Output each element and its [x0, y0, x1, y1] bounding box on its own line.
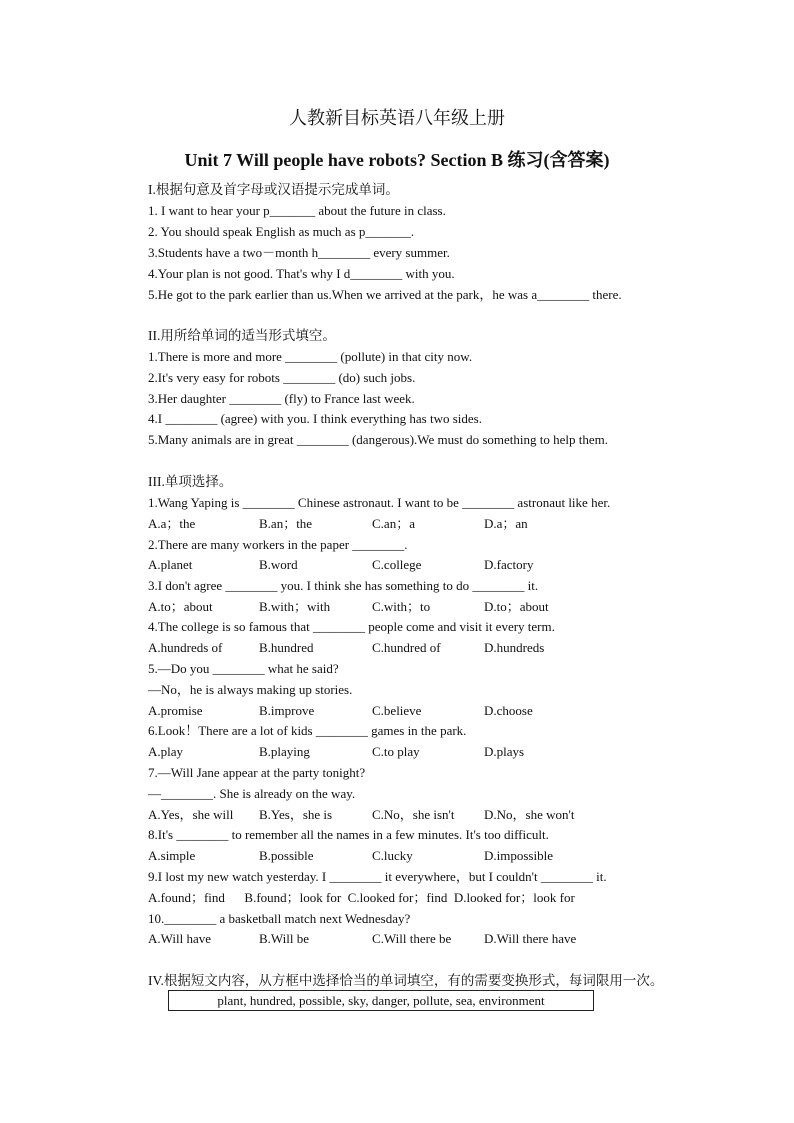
option-c: C.hundred of [372, 640, 441, 655]
option-b: B.Will be [259, 931, 310, 946]
question-stem: 9.I lost my new watch yesterday. I ________ it everywhere，but I couldn't ________ it. [148, 869, 607, 884]
question-options-inline: A.found；find B.found；look for C.looked for；find D.looked for；look for [148, 890, 575, 905]
option-a: A.hundreds of [148, 640, 223, 655]
section-2-item: 4.I ________ (agree) with you. I think everything has two sides. [148, 411, 482, 426]
option-b: B.word [259, 557, 298, 572]
option-d: D.No，she won't [484, 807, 575, 822]
section-2-item: 5.Many animals are in great ________ (dangerous).We must do something to help them. [148, 432, 608, 447]
question-stem: 4.The college is so famous that ________ people come and visit it every term. [148, 619, 555, 634]
option-b: B.with；with [259, 599, 331, 614]
question-stem: 1.Wang Yaping is ________ Chinese astronaut. I want to be ________ astronaut like her. [148, 495, 611, 510]
question-stem: 2.There are many workers in the paper ________. [148, 537, 408, 552]
option-a: A.promise [148, 703, 203, 718]
option-d: D.hundreds [484, 640, 545, 655]
option-c: C.believe [372, 703, 422, 718]
section-1-item: 4.Your plan is not good. That's why I d________ with you. [148, 266, 455, 281]
option-a: A.Yes，she will [148, 807, 234, 822]
section-1-item: 2. You should speak English as much as p_______. [148, 224, 415, 239]
option-d: D.a；an [484, 516, 528, 531]
question-stem: 3.I don't agree ________ you. I think she has something to do ________ it. [148, 578, 539, 593]
option-d: D.impossible [484, 848, 553, 863]
option-b: B.an；the [259, 516, 313, 531]
section-3-heading: III.单项选择。 [148, 474, 233, 489]
option-c: C.with；to [372, 599, 431, 614]
option-d: D.plays [484, 744, 525, 759]
section-1-item: 3.Students have a two－month h________ every summer. [148, 245, 450, 260]
option-a: A.simple [148, 848, 196, 863]
option-b: B.improve [259, 703, 315, 718]
section-2-heading: II.用所给单词的适当形式填空。 [148, 328, 336, 343]
page-title-chinese: 人教新目标英语八年级上册 [289, 108, 505, 128]
option-b: B.playing [259, 744, 310, 759]
word-box: plant, hundred, possible, sky, danger, pollute, sea, environment [168, 990, 594, 1011]
question-stem: 5.—Do you ________ what he said? [148, 661, 339, 676]
question-stem: 8.It's ________ to remember all the names in a few minutes. It's too difficult. [148, 827, 549, 842]
option-d: D.choose [484, 703, 533, 718]
section-4-heading: IV.根据短文内容，从方框中选择恰当的单词填空，有的需要变换形式，每词限用一次。 [148, 973, 664, 988]
question-stem: 10.________ a basketball match next Wednesday? [148, 911, 411, 926]
option-a: A.a；the [148, 516, 196, 531]
section-1-item: 1. I want to hear your p_______ about the future in class. [148, 203, 446, 218]
section-2-item: 1.There is more and more ________ (pollute) in that city now. [148, 349, 473, 364]
option-a: A.to；about [148, 599, 213, 614]
option-c: C.No，she isn't [372, 807, 455, 822]
option-c: C.lucky [372, 848, 413, 863]
question-stem: 7.—Will Jane appear at the party tonight? [148, 765, 366, 780]
option-a: A.play [148, 744, 184, 759]
option-d: D.factory [484, 557, 534, 572]
section-2-item: 3.Her daughter ________ (fly) to France last week. [148, 391, 415, 406]
option-c: C.college [372, 557, 422, 572]
option-b: B.Yes，she is [259, 807, 333, 822]
question-stem-reply: —________. She is already on the way. [148, 786, 356, 801]
option-b: B.possible [259, 848, 314, 863]
question-stem: 6.Look！There are a lot of kids ________ games in the park. [148, 723, 467, 738]
question-stem-reply: —No，he is always making up stories. [148, 682, 353, 697]
page-title-english: Unit 7 Will people have robots? Section B 练习(含答案) [184, 150, 610, 170]
option-c: C.an；a [372, 516, 415, 531]
option-c: C.Will there be [372, 931, 452, 946]
option-d: D.Will there have [484, 931, 577, 946]
option-b: B.hundred [259, 640, 314, 655]
option-d: D.to；about [484, 599, 549, 614]
option-c: C.to play [372, 744, 420, 759]
option-a: A.planet [148, 557, 193, 572]
section-1-heading: I.根据句意及首字母或汉语提示完成单词。 [148, 182, 399, 197]
option-a: A.Will have [148, 931, 212, 946]
section-2-item: 2.It's very easy for robots ________ (do) such jobs. [148, 370, 416, 385]
section-1-item: 5.He got to the park earlier than us.When we arrived at the park，he was a________ there. [148, 287, 622, 302]
